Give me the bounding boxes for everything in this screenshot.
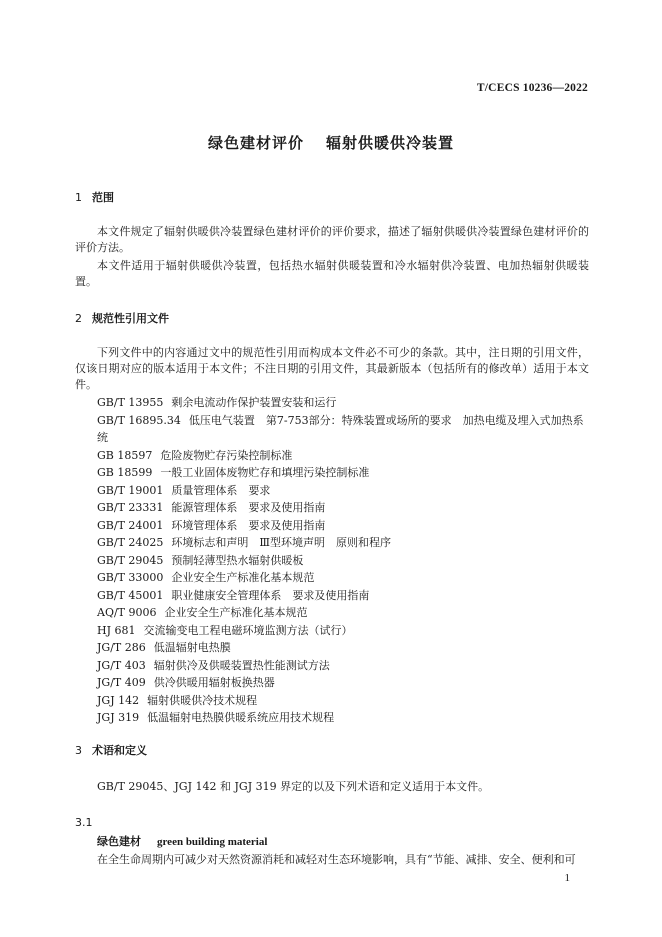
ref-title: 供冷供暖用辐射板换热器	[153, 676, 275, 689]
ref-code: GB 18597	[97, 448, 153, 462]
ref-code: GB/T 13955	[97, 396, 164, 409]
reference-item	[97, 692, 589, 710]
reference-item	[97, 534, 589, 552]
section-number: 3	[75, 744, 82, 757]
section-title: 术语和定义	[92, 744, 147, 757]
ref-code: JG/T 403	[97, 658, 146, 672]
reference-item	[97, 657, 589, 675]
reference-item	[97, 639, 589, 657]
section-title: 范围	[92, 191, 114, 204]
reference-item	[97, 499, 589, 517]
reference-item	[97, 622, 589, 640]
ref-code: JG/T 286	[97, 641, 146, 654]
ref-title: 环境管理体系 要求及使用指南	[171, 518, 326, 532]
scope-paragraph-2: 本文件适用于辐射供暖供冷装置，包括热水辐射供暖装置和冷水辐射供冷装置、电加热辐射供暖装置。	[75, 259, 589, 288]
ref-code: JGJ 319	[97, 711, 140, 724]
ref-code: GB/T 16895.34	[97, 413, 181, 427]
reference-item	[97, 674, 589, 692]
reference-item	[75, 412, 589, 447]
reference-item	[97, 394, 589, 412]
ref-code: JGJ 142	[97, 693, 140, 707]
ref-title: 一般工业固体废物贮存和填埋污染控制标准	[160, 466, 370, 479]
page-number: 1	[564, 872, 570, 884]
scope-paragraph-1: 本文件规定了辐射供暖供冷装置绿色建材评价的评价要求，描述了辐射供暖供冷装置绿色建材评价的评价方法。	[75, 225, 589, 254]
reference-item	[97, 482, 589, 500]
ref-code: GB/T 33000	[97, 571, 164, 584]
ref-title: 低压电气装置 第7-753部分：特殊装置或场所的要求 加热电缆及埋入式加热系统	[97, 413, 584, 444]
normative-intro: 下列文件中的内容通过文中的规范性引用而构成本文件必不可少的条款。其中，注日期的引用文件，仅该日期对应的版本适用于本文件；不注日期的引用文件，其最新版本（包括所有的修改单）适用于本文件。	[75, 346, 589, 391]
ref-title: 辐射供暖供冷技术规程	[147, 693, 258, 707]
term-number: 3.1	[75, 816, 93, 829]
ref-title: 低温辐射电热膜供暖系统应用技术规程	[147, 711, 335, 724]
ref-title: 企业安全生产标准化基本规范	[164, 606, 308, 619]
ref-title: 企业安全生产标准化基本规范	[171, 571, 315, 584]
section-number: 2	[75, 312, 82, 325]
ref-code: GB 18599	[97, 466, 153, 479]
title-part-1: 绿色建材评价	[207, 134, 304, 152]
section-heading-terms	[75, 743, 147, 759]
term-en: green building material	[157, 836, 268, 848]
section-title: 规范性引用文件	[92, 312, 169, 325]
reference-item	[97, 464, 589, 482]
ref-code: GB/T 23331	[97, 501, 164, 514]
ref-code: GB/T 24025	[97, 536, 164, 549]
ref-code: JG/T 409	[97, 676, 146, 689]
page-title	[0, 135, 662, 151]
document-id: T/CECS 10236—2022	[476, 82, 588, 94]
reference-item	[97, 447, 589, 465]
ref-title: 剩余电流动作保护装置安装和运行	[171, 396, 337, 409]
term-zh: 绿色建材	[97, 835, 141, 848]
title-part-2: 辐射供暖供冷装置	[326, 134, 455, 152]
reference-item	[97, 604, 589, 622]
ref-code: GB/T 19001	[97, 483, 164, 497]
section-number: 1	[75, 191, 82, 204]
ref-title: 低温辐射电热膜	[153, 641, 231, 654]
ref-title: 预制轻薄型热水辐射供暖板	[171, 553, 304, 567]
ref-title: 交流输变电工程电磁环境监测方法（试行）	[143, 623, 353, 637]
reference-item	[97, 552, 589, 570]
ref-title: 辐射供冷及供暖装置热性能测试方法	[153, 658, 330, 672]
ref-title: 能源管理体系 要求及使用指南	[171, 501, 326, 514]
reference-item	[97, 517, 589, 535]
ref-title: 质量管理体系 要求	[171, 483, 271, 497]
term-entry	[97, 834, 267, 850]
ref-code: GB/T 29045	[97, 553, 164, 567]
ref-title: 危险废物贮存污染控制标准	[160, 448, 293, 462]
ref-title: 环境标志和声明 Ⅲ型环境声明 原则和程序	[171, 536, 392, 549]
reference-item	[97, 569, 589, 587]
ref-code: AQ/T 9006	[97, 606, 157, 619]
ref-code: GB/T 24001	[97, 518, 164, 532]
reference-list	[97, 394, 589, 727]
reference-item	[97, 587, 589, 605]
section-heading-normative	[75, 311, 169, 327]
term-definition: 在全生命周期内可减少对天然资源消耗和减轻对生态环境影响，具有“节能、减排、安全、便利和可	[97, 853, 576, 866]
reference-item	[97, 709, 589, 727]
ref-code: HJ 681	[97, 623, 136, 637]
ref-code: GB/T 45001	[97, 588, 164, 602]
section-heading-scope	[75, 190, 114, 206]
terms-intro: GB/T 29045、JGJ 142 和 JGJ 319 界定的以及下列术语和定义适用于本文件。	[97, 780, 490, 793]
ref-title: 职业健康安全管理体系 要求及使用指南	[171, 588, 370, 602]
